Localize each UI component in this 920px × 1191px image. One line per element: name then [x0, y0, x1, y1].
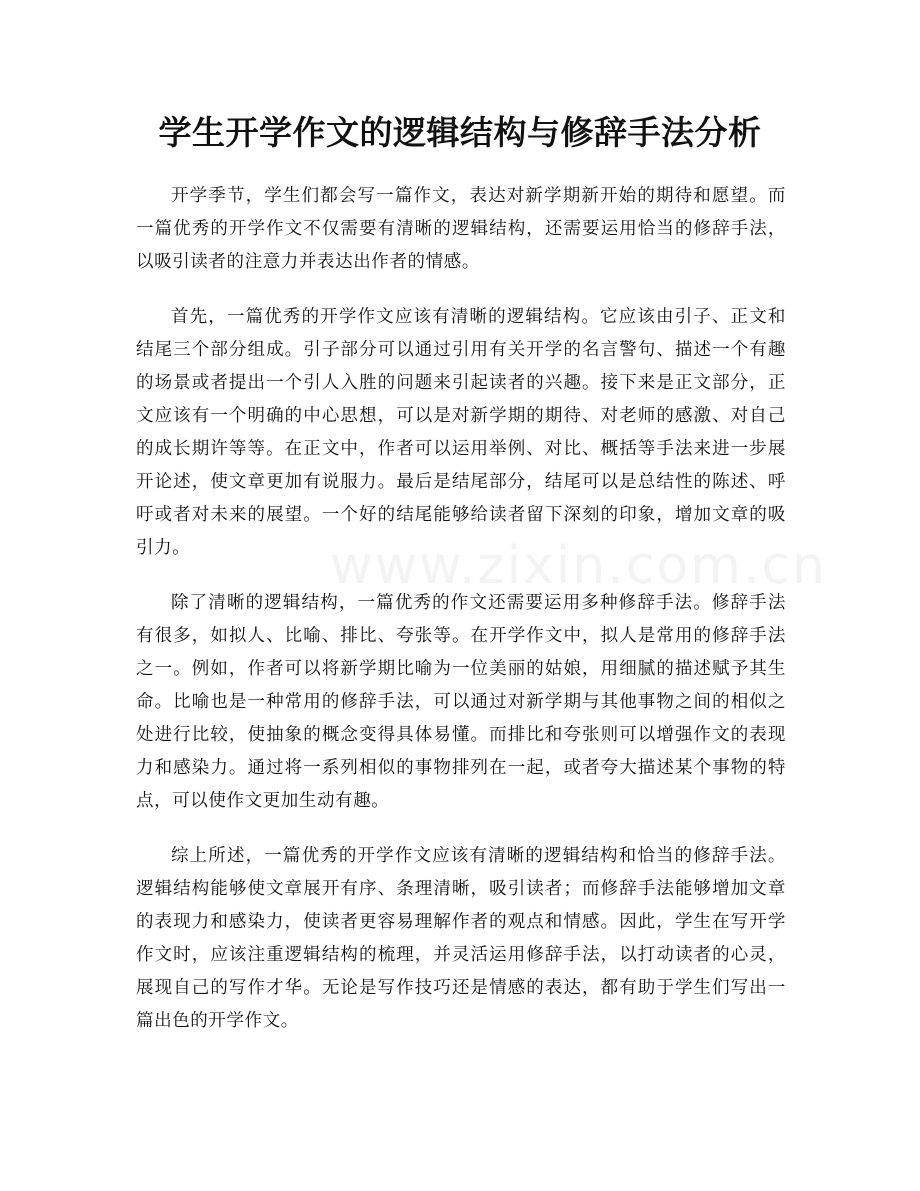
paragraph-conclusion: 综上所述，一篇优秀的开学作文应该有清晰的逻辑结构和恰当的修辞手法。逻辑结构能够使文章展开有序、条理清晰，吸引读者；而修辞手法能够增加文章的表现力和感染力，使读者更容易理解作者的观点和情感。因此，学生在写开学作文时，应该注重逻辑结构的梳理，并灵活运用修辞手法，以打动读者的心灵，展现自己的写作才华。无论是写作技巧还是情感的表达，都有助于学生们写出一篇出色的开学作文。	[136, 846, 786, 1031]
paragraph-rhetoric: 除了清晰的逻辑结构，一篇优秀的作文还需要运用多种修辞手法。修辞手法有很多，如拟人、比喻、排比、夸张等。在开学作文中，拟人是常用的修辞手法之一。例如，作者可以将新学期比喻为一位美丽的姑娘，用细腻的描述赋予其生命。比喻也是一种常用的修辞手法，可以通过对新学期与其他事物之间的相似之处进行比较，使抽象的概念变得具体易懂。而排比和夸张则可以增强作文的表现力和感染力。通过将一系列相似的事物排列在一起，或者夸大描述某个事物的特点，可以使作文更加生动有趣。	[136, 593, 786, 811]
document-body	[136, 180, 786, 1060]
paragraph-intro: 开学季节，学生们都会写一篇作文，表达对新学期新开始的期待和愿望。而一篇优秀的开学作文不仅需要有清晰的逻辑结构，还需要运用恰当的修辞手法，以吸引读者的注意力并表达出作者的情感。	[136, 186, 786, 272]
watermark: www.zixin.com.cn	[330, 536, 827, 596]
paragraph-logic-structure: 首先，一篇优秀的开学作文应该有清晰的逻辑结构。它应该由引子、正文和结尾三个部分组成。引子部分可以通过引用有关开学的名言警句、描述一个有趣的场景或者提出一个引人入胜的问题来引起读者的兴趣。接下来是正文部分，正文应该有一个明确的中心思想，可以是对新学期的期待、对老师的感激、对自己的成长期许等等。在正文中，作者可以运用举例、对比、概括等手法来进一步展开论述，使文章更加有说服力。最后是结尾部分，结尾可以是总结性的陈述、呼吁或者对未来的展望。一个好的结尾能够给读者留下深刻的印象，增加文章的吸引力。	[136, 307, 786, 558]
document-title: 学生开学作文的逻辑结构与修辞手法分析	[158, 113, 762, 152]
